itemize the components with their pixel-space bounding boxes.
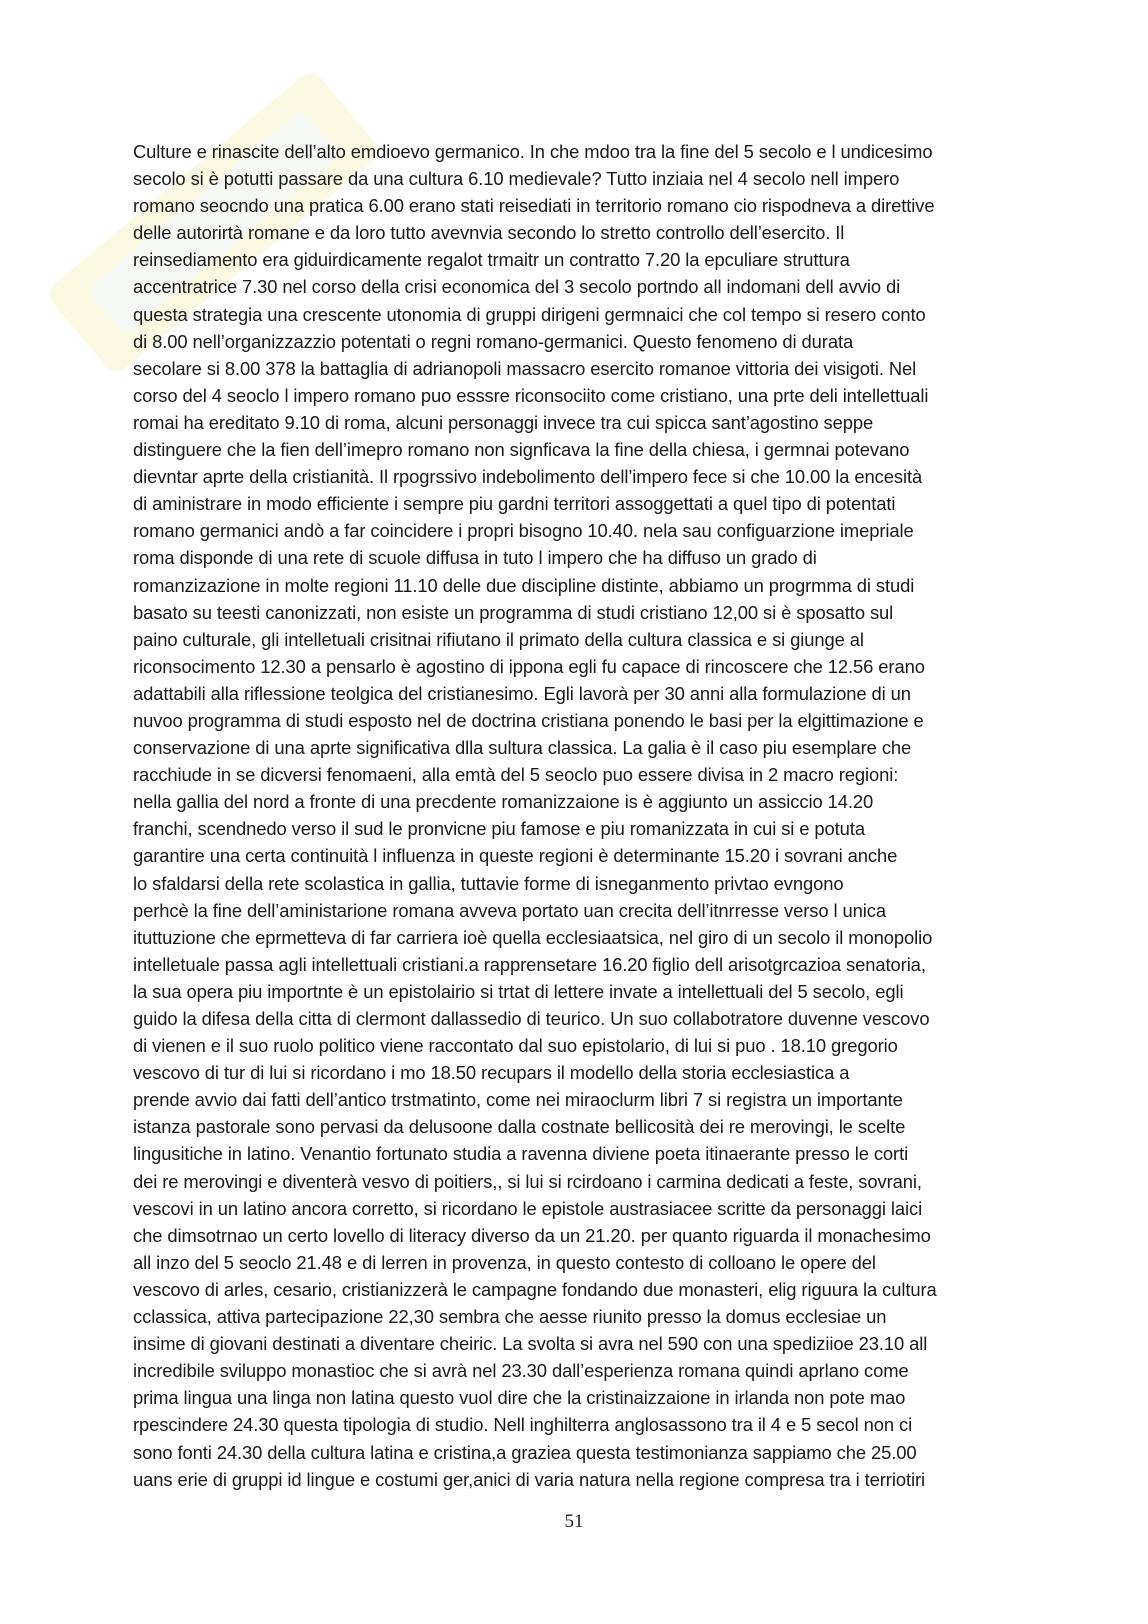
text-line: prima lingua una linga non latina questo vuol dire che la cristinaizzaione in irlanda non pote mao — [133, 1387, 906, 1409]
text-line: lingusitiche in latino. Venantio fortunato studia a ravenna diviene poeta itinaerante presso le corti — [133, 1143, 909, 1165]
text-line: di 8.00 nell’organizzazzio potentati o regni romano-germanici. Questo fenomeno di durata — [133, 330, 854, 352]
page-number: 51 — [564, 1511, 584, 1532]
text-line: di vienen e il suo ruolo politico viene raccontato dal suo epistolario, di lui si puo . 18.10 gregorio — [133, 1035, 898, 1057]
document-body — [133, 138, 1073, 1493]
text-line: romai ha ereditato 9.10 di roma, alcuni personaggi invece tra cui spicca sant’agostino seppe — [133, 411, 874, 433]
text-line: accentratrice 7.30 nel corso della crisi economica del 3 secolo portndo all indomani dell avvio di — [133, 276, 901, 298]
text-line: garantire una certa continuità l influenza in queste regioni è determinante 15.20 i sovrani anche — [133, 845, 898, 867]
text-line: distinguere che la fien dell’imepro romano non signficava la fine della chiesa, i germnai potevano — [133, 439, 910, 461]
text-line: vescovi in un latino ancora corretto, si ricordano le epistole austrasiacee scritte da personaggi laici — [133, 1197, 923, 1219]
text-line: vescovo di arles, cesario, cristianizzerà le campagne fondando due monasteri, elig riguura la cultura — [133, 1278, 937, 1300]
text-line: basato su teesti canonizzati, non esiste un programma di studi cristiano 12,00 si è sposatto sul — [133, 601, 894, 623]
text-line: ituttuzione che eprmetteva di far carriera ioè quella ecclesiaatsica, nel giro di un secolo il monopolio — [133, 926, 933, 948]
text-line: paino culturale, gli intelletuali crisitnai rifiutano il primato della cultura classica e si giunge al — [133, 628, 864, 650]
text-line: roma disponde di una rete di scuole diffusa in tuto l impero che ha diffuso un grado di — [133, 547, 817, 569]
text-line: incredibile sviluppo monastioc che si avrà nel 23.30 dall’esperienza romana quindi aprlano come — [133, 1360, 909, 1382]
text-line: la sua opera piu importnte è un epistolairio si trtat di lettere invate a intellettuali del 5 secolo, egli — [133, 980, 904, 1002]
text-line: istanza pastorale sono pervasi da delusoone dalla costnate bellicosità dei re merovingi, le scelte — [133, 1116, 906, 1138]
text-line: questa strategia una crescente utonomia di gruppi dirigeni germnaici che col tempo si resero conto — [133, 303, 926, 325]
text-line: insime di giovani destinati a diventare cheiric. La svolta si avra nel 590 con una spediziioe 23.10 all — [133, 1333, 928, 1355]
text-line: prende avvio dai fatti dell’antico trstmatinto, come nei miraoclurm libri 7 si registra un importante — [133, 1089, 903, 1111]
text-line: lo sfaldarsi della rete scolastica in gallia, tuttavie forme di isneganmento privtao evngono — [133, 872, 844, 894]
text-line: adattabili alla riflessione teolgica del cristianesimo. Egli lavorà per 30 anni alla formulazione di un — [133, 682, 911, 704]
text-line: dievntar aprte della cristianità. Il rpogrssivo indebolimento dell’impero fece si che 10.00 la encesità — [133, 466, 923, 488]
text-line: franchi, scendnedo verso il sud le pronvicne piu famose e piu romanizzata in cui si e potuta — [133, 818, 865, 840]
text-line: che dimsotrnao un certo lovello di literacy diverso da un 21.20. per quanto riguarda il monachesimo — [133, 1224, 931, 1246]
text-line: cclassica, attiva partecipazione 22,30 sembra che aesse riunito presso la domus ecclesiae un — [133, 1306, 887, 1328]
text-line: reinsediamento era giduirdicamente regalot trmaitr un contratto 7.20 la epculiare struttura — [133, 249, 850, 271]
text-line: nuvoo programma di studi esposto nel de doctrina cristiana ponendo le basi per la elgittimazione e — [133, 709, 924, 731]
text-line: sono fonti 24.30 della cultura latina e cristina,a graziea questa testimonianza sappiamo che 25.00 — [133, 1441, 917, 1463]
text-line: dei re merovingi e diventerà vesvo di poitiers,, si lui si rcirdoano i carmina dedicati a feste, sovrani, — [133, 1170, 922, 1192]
text-line: conservazione di una aprte significativa dlla sultura classica. La galia è il caso piu esemplare che — [133, 737, 912, 759]
text-line: secolo si è potutti passare da una cultura 6.10 medievale? Tutto inziaia nel 4 secolo nell impero — [133, 168, 900, 190]
text-line: nella gallia del nord a fronte di una precdente romanizzaione is è aggiunto un assiccio 14.20 — [133, 791, 874, 813]
text-line: vescovo di tur di lui si ricordano i mo 18.50 recupars il modello della storia ecclesiastica a — [133, 1062, 850, 1084]
text-line: romano seocndo una pratica 6.00 erano stati reisediati in territorio romano cio rispodneva a direttive — [133, 195, 935, 217]
text-line: uans erie di gruppi id lingue e costumi ger,anici di varia natura nella regione compresa tra i terriotiri — [133, 1468, 925, 1490]
text-line: riconsocimento 12.30 a pensarlo è agostino di ippona egli fu capace di rincoscere che 12.56 erano — [133, 655, 925, 677]
text-line: Culture e rinascite dell’alto emdioevo germanico. In che mdoo tra la fine del 5 secolo e l undicesimo — [133, 141, 933, 162]
text-line: secolare si 8.00 378 la battaglia di adrianopoli massacro esercito romanoe vittoria dei visigoti. Nel — [133, 357, 917, 379]
text-line: di aministrare in modo efficiente i sempre piu gardni territori assoggettati a quel tipo di potentati — [133, 493, 896, 515]
text-line: racchiude in se dicversi fenomaeni, alla emtà del 5 seoclo puo essere divisa in 2 macro regioni: — [133, 764, 899, 786]
text-line: guido la difesa della citta di clermont dallassedio di teurico. Un suo collabotratore duvenne vescovo — [133, 1008, 930, 1029]
text-line: all inzo del 5 seoclo 21.48 e di lerren in provenza, in questo contesto di colloano le opere del — [133, 1251, 876, 1273]
text-line: perhcè la fine dell’aministarione romana avveva portato uan crecita dell’itnrresse verso l unica — [133, 899, 886, 921]
text-line: corso del 4 seoclo l impero romano puo esssre riconsociito come cristiano, una prte deli intellettuali — [133, 384, 929, 406]
text-line: rpescindere 24.30 questa tipologia di studio. Nell inghilterra anglosassono tra il 4 e 5 secol non ci — [133, 1414, 913, 1436]
text-line: romano germanici andò a far coincidere i propri bisogno 10.40. nela sau configuarzione imepriale — [133, 520, 914, 542]
text-line: intelletuale passa agli intellettuali cristiani.a rapprensetare 16.20 figlio dell arisotgrcazioa senatoria, — [133, 953, 926, 975]
text-line: romanzizazione in molte regioni 11.10 delle due discipline distinte, abbiamo un progrmma di studi — [133, 574, 915, 596]
text-line: delle autorirtà romane e da loro tutto avevnvia secondo lo stretto controllo dell’esercito. Il — [133, 222, 845, 244]
